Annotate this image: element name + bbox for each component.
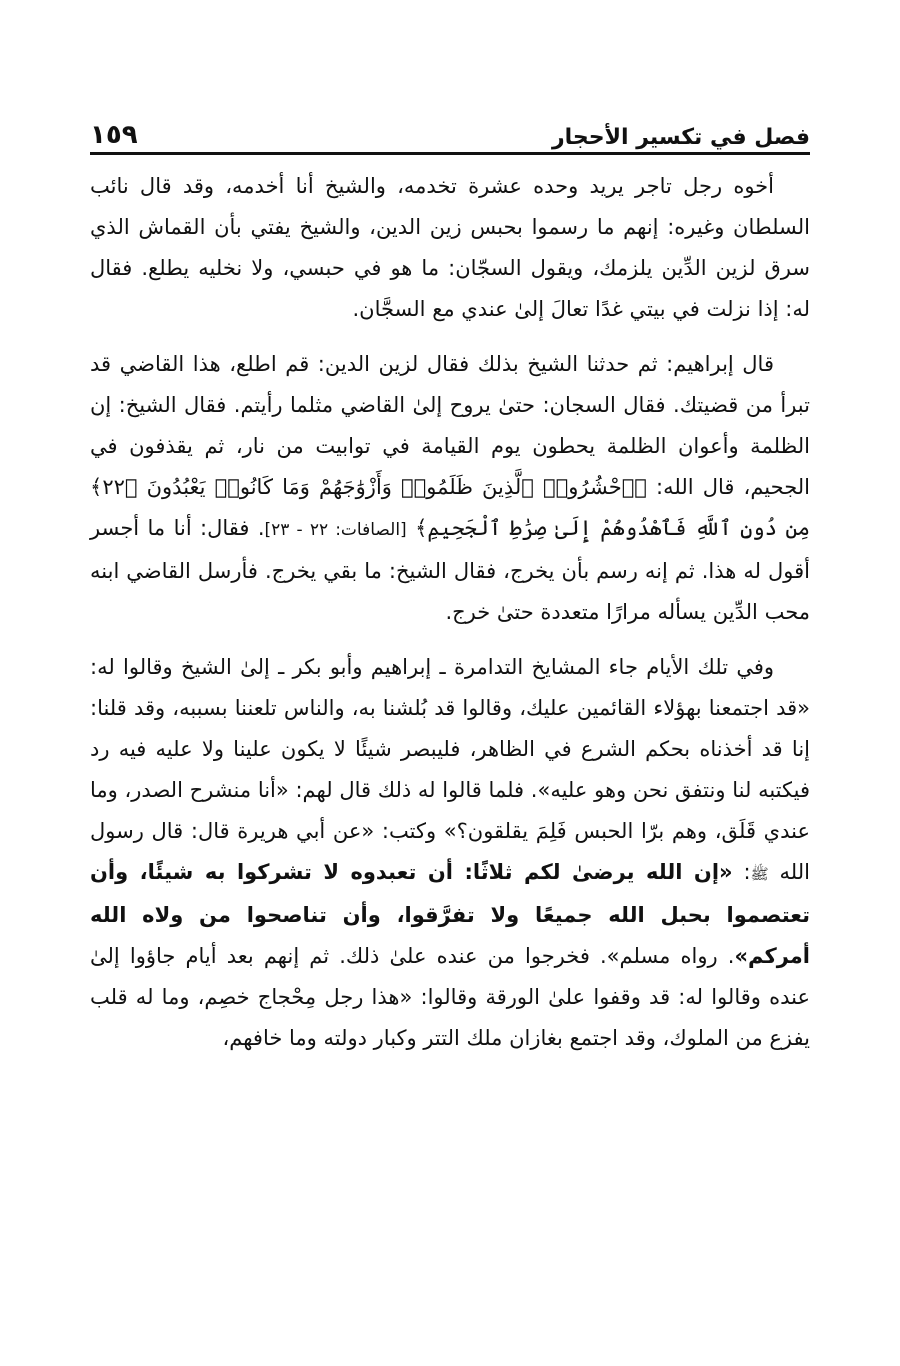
page-number: ١٥٩ [90, 120, 138, 150]
paragraph-3-part1: وفي تلك الأيام جاء المشايخ التدامرة ـ إبراهيم وأبو بكر ـ إلىٰ الشيخ وقالوا له: «قد اجتمعنا بهؤلاء القائمين عليك، وقالوا قد بُلشنا به، والناس تلعننا بسببه، وقد قلنا: إنا قد أخذناه بحكم الشرع في الظاهر، فليبصر شيئًا لا يكون علينا ولا عليه فيه رد فيكتبه لنا ونتفق نحن وهو عليه». فلما قالوا له ذلك قال لهم: «أنا منشرح الصدر، وما عندي قَلَق، وهم برّا الحبس فَلِمَ يقلقون؟» وكتب: «عن أبي هريرة قال: قال رسول الله [90, 655, 810, 884]
paragraph-3-part2: : [732, 860, 751, 884]
page-body [90, 166, 810, 1306]
paragraph-2-after: . فقال: أنا ما أجسر أقول له هذا. ثم إنه رسم بأن يخرج، فقال الشيخ: ما بقي يخرج. فأرسل القاضي ابنه محب الدِّين يسأله مرارًا متعددة حتىٰ خرج. [90, 516, 810, 624]
page-header [90, 108, 810, 150]
paragraph-1 [90, 166, 810, 330]
paragraph-2 [90, 344, 810, 633]
header-divider [90, 152, 810, 155]
hadith-text: «إن الله يرضىٰ لكم ثلاثًا: أن تعبدوه لا تشركوا به شيئًا، وأن تعتصموا بحبل الله جميعًا ولا تفرَّقوا، وأن تناصحوا من ولاه الله أمركم» [90, 860, 810, 968]
paragraph-2-before: قال إبراهيم: ثم حدثنا الشيخ بذلك فقال لزين الدين: قم اطلع، هذا القاضي قد تبرأ من قضيتك. فقال السجان: حتىٰ يروح إلىٰ القاضي مثلما رأيتم. فقال الشيخ: إن الظلمة وأعوان الظلمة يحطون يوم القيامة في توابيت من نار، ثم يقذفون في الجحيم، قال الله: [90, 352, 810, 499]
paragraph-1-text: أخوه رجل تاجر يريد وحده عشرة تخدمه، والشيخ أنا أخدمه، وقد قال نائب السلطان وغيره: إنهم ما رسموا بحبس زين الدين، والشيخ يفتي بأن القماش الذي سرق لزين الدِّين يلزمك، ويقول السجّان: ما هو في حبسي، ولا نخليه يطلع. فقال له: إذا نزلت في بيتي غدًا تعالَ إلىٰ عندي مع السجَّان. [90, 174, 810, 321]
paragraph-3-part3: . رواه مسلم». فخرجوا من عنده علىٰ ذلك. ثم إنهم بعد أيام جاؤوا إلىٰ عنده وقالوا له: قد وقفوا علىٰ الورقة وقالوا: «هذا رجل مِحْجاج خصِم، وما له قلب يفزع من الملوك، وقد اجتمع بغازان ملك التتر وكبار دولته وما خافهم، [90, 944, 810, 1050]
verse-reference: [الصافات: ٢٢ - ٢٣] [264, 520, 407, 540]
quran-verse: ﴿ٱحْشُرُوا۟ ٱلَّذِينَ ظَلَمُوا۟ وَأَزْوَٰجَهُمْ وَمَا كَانُوا۟ يَعْبُدُونَ ﴿٢٢﴾ مِن دُونِ ٱللَّهِ فَٱهْدُوهُمْ إِلَىٰ صِرَٰطِ ٱلْجَحِيمِ﴾ [90, 475, 810, 540]
chapter-title: فصل في تكسير الأحجار [551, 125, 810, 150]
paragraph-3 [90, 647, 810, 1059]
honorific-symbol: ﷺ [750, 865, 769, 883]
